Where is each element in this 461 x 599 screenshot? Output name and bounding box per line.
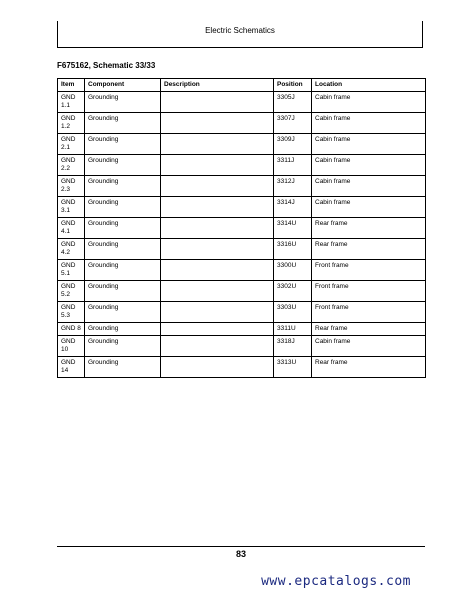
cell-description (161, 323, 274, 336)
cell-position: 3318J (274, 336, 312, 357)
cell-position: 3316U (274, 239, 312, 260)
cell-description (161, 281, 274, 302)
cell-description (161, 197, 274, 218)
column-header-position: Position (274, 79, 312, 92)
cell-position: 3307J (274, 113, 312, 134)
cell-location: Rear frame (312, 323, 426, 336)
cell-component: Grounding (85, 218, 161, 239)
cell-component: Grounding (85, 281, 161, 302)
cell-description (161, 302, 274, 323)
cell-item: GND 5.2 (58, 281, 85, 302)
cell-position: 3314U (274, 218, 312, 239)
table-row (58, 218, 426, 239)
table-row (58, 336, 426, 357)
cell-position: 3302U (274, 281, 312, 302)
column-header-item: Item (58, 79, 85, 92)
cell-component: Grounding (85, 323, 161, 336)
cell-position: 3314J (274, 197, 312, 218)
watermark: www.epcatalogs.com (261, 574, 411, 589)
cell-location: Rear frame (312, 218, 426, 239)
table-body (58, 92, 426, 378)
table-row (58, 357, 426, 378)
cell-item: GND 10 (58, 336, 85, 357)
table-header-row (58, 79, 426, 92)
table-row (58, 281, 426, 302)
cell-component: Grounding (85, 260, 161, 281)
cell-location: Rear frame (312, 357, 426, 378)
cell-description (161, 357, 274, 378)
cell-location: Cabin frame (312, 92, 426, 113)
cell-location: Rear frame (312, 239, 426, 260)
column-header-location: Location (312, 79, 426, 92)
cell-position: 3309J (274, 134, 312, 155)
cell-component: Grounding (85, 113, 161, 134)
cell-position: 3305J (274, 92, 312, 113)
cell-location: Cabin frame (312, 155, 426, 176)
cell-position: 3303U (274, 302, 312, 323)
cell-location: Cabin frame (312, 134, 426, 155)
cell-item: GND 1.2 (58, 113, 85, 134)
cell-component: Grounding (85, 92, 161, 113)
cell-location: Cabin frame (312, 197, 426, 218)
cell-component: Grounding (85, 302, 161, 323)
cell-location: Front frame (312, 260, 426, 281)
section-title: F675162, Schematic 33/33 (57, 61, 156, 70)
cell-description (161, 155, 274, 176)
table-row (58, 134, 426, 155)
cell-item: GND 2.2 (58, 155, 85, 176)
cell-description (161, 218, 274, 239)
page-number: 83 (235, 549, 246, 559)
cell-item: GND 3.1 (58, 197, 85, 218)
table-row (58, 113, 426, 134)
cell-component: Grounding (85, 197, 161, 218)
cell-position: 3312J (274, 176, 312, 197)
table-row (58, 239, 426, 260)
cell-description (161, 260, 274, 281)
table-row (58, 176, 426, 197)
column-header-component: Component (85, 79, 161, 92)
table-row (58, 260, 426, 281)
cell-component: Grounding (85, 239, 161, 260)
cell-component: Grounding (85, 336, 161, 357)
header-title: Electric Schematics (205, 26, 275, 35)
cell-location: Cabin frame (312, 113, 426, 134)
cell-description (161, 134, 274, 155)
cell-description (161, 113, 274, 134)
cell-position: 3313U (274, 357, 312, 378)
table-row (58, 323, 426, 336)
cell-item: GND 5.1 (58, 260, 85, 281)
cell-description (161, 176, 274, 197)
cell-item: GND 8 (58, 323, 85, 336)
cell-position: 3300U (274, 260, 312, 281)
table-row (58, 155, 426, 176)
column-header-description: Description (161, 79, 274, 92)
cell-item: GND 2.3 (58, 176, 85, 197)
cell-component: Grounding (85, 357, 161, 378)
footer-rule (57, 546, 425, 547)
cell-item: GND 2.1 (58, 134, 85, 155)
page-header (57, 21, 423, 48)
cell-component: Grounding (85, 134, 161, 155)
cell-description (161, 92, 274, 113)
cell-item: GND 5.3 (58, 302, 85, 323)
cell-description (161, 239, 274, 260)
cell-component: Grounding (85, 176, 161, 197)
cell-item: GND 4.1 (58, 218, 85, 239)
cell-position: 3311U (274, 323, 312, 336)
table-row (58, 92, 426, 113)
cell-location: Cabin frame (312, 176, 426, 197)
table-row (58, 302, 426, 323)
cell-position: 3311J (274, 155, 312, 176)
cell-component: Grounding (85, 155, 161, 176)
parts-table (57, 78, 426, 378)
cell-description (161, 336, 274, 357)
cell-item: GND 1.1 (58, 92, 85, 113)
cell-location: Cabin frame (312, 336, 426, 357)
table-row (58, 197, 426, 218)
cell-location: Front frame (312, 281, 426, 302)
cell-location: Front frame (312, 302, 426, 323)
cell-item: GND 4.2 (58, 239, 85, 260)
cell-item: GND 14 (58, 357, 85, 378)
